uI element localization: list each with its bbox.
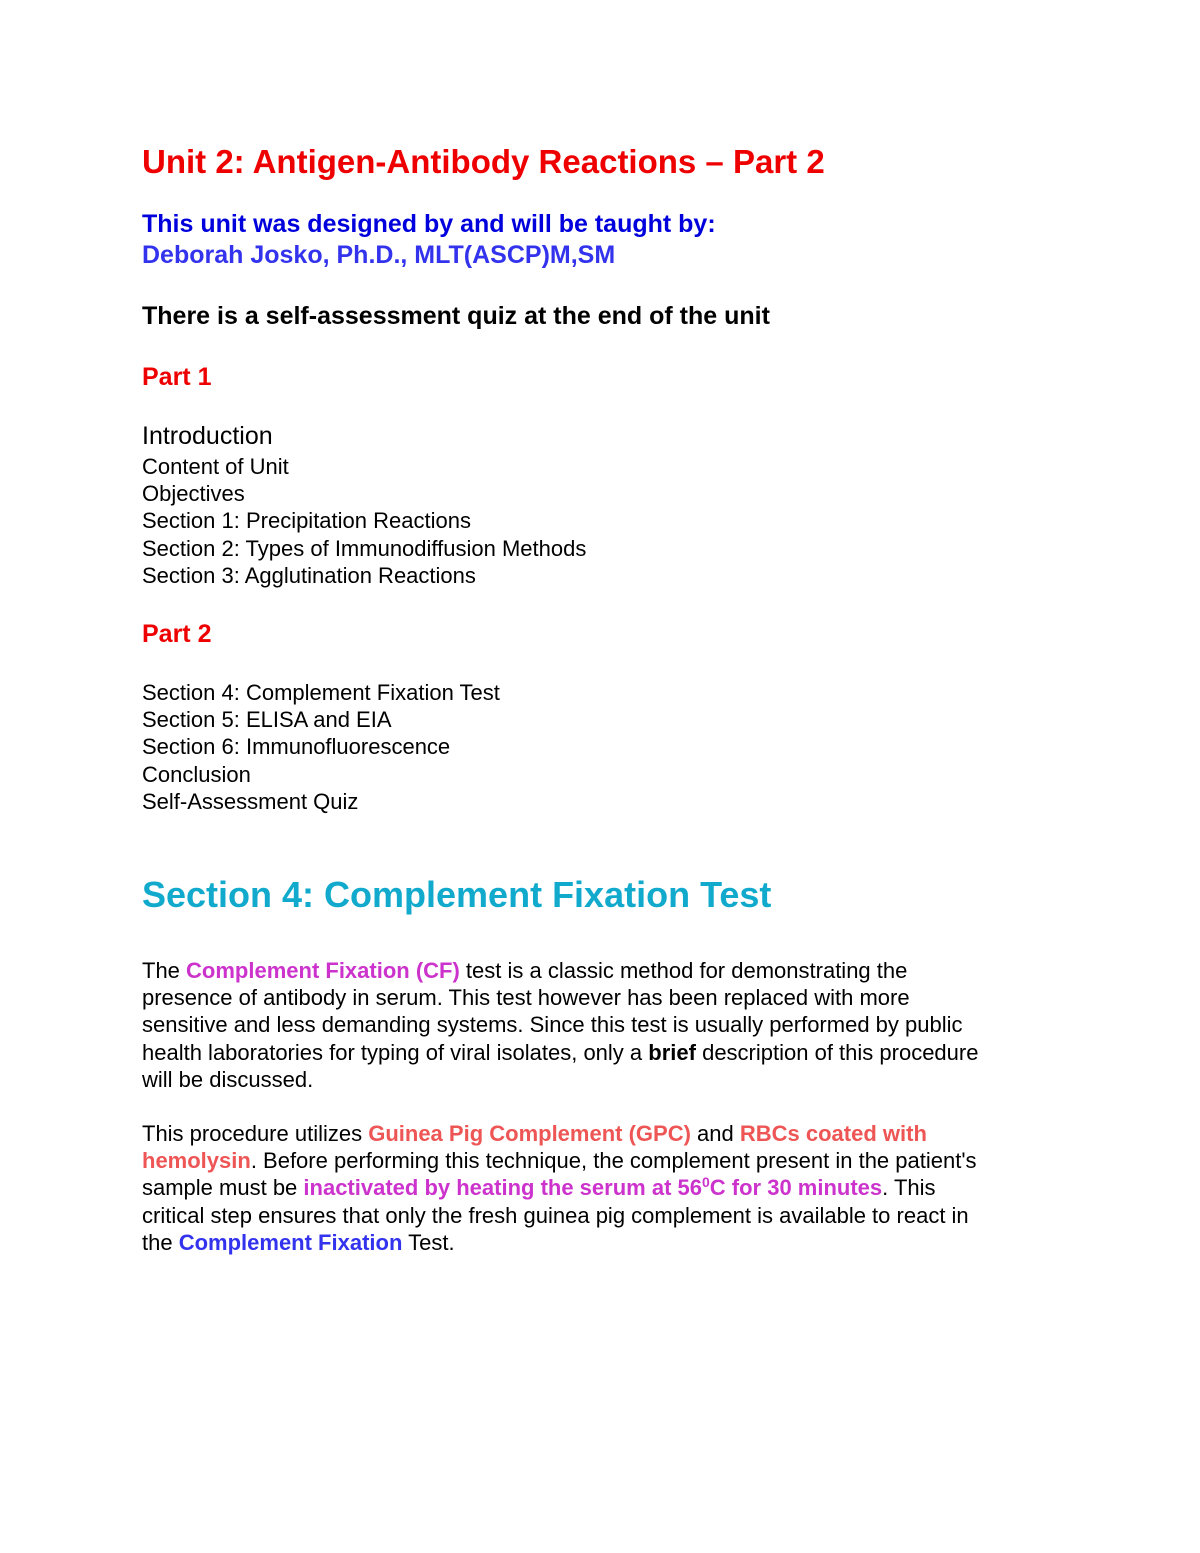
toc-item: Content of Unit	[142, 454, 289, 479]
text-line: will be discussed.	[142, 1066, 314, 1092]
highlight-cf: Complement Fixation (CF)	[186, 958, 460, 983]
text-run: inactivated by heating the serum at 56	[303, 1175, 702, 1201]
author-name: Deborah Josko, Ph.D., MLT(ASCP)M,SM	[142, 241, 616, 269]
text-run: Test.	[402, 1229, 455, 1255]
text-run: and	[690, 1121, 740, 1146]
toc-item: Conclusion	[142, 761, 251, 787]
toc-item: Objectives	[142, 481, 245, 507]
text-run: This procedure utilizes	[142, 1121, 369, 1146]
part-1-heading: Part 1	[142, 363, 212, 391]
highlight-rbcs: RBCs coated with	[739, 1121, 927, 1146]
text-line: critical step ensures that only the fresh guinea pig complement is available to react in	[142, 1202, 969, 1228]
text-line: sensitive and less demanding systems. Since this test is usually performed by public	[142, 1012, 963, 1038]
text-run: health laboratories for typing of viral isolates, only a	[142, 1039, 649, 1065]
part-2-contents	[142, 679, 500, 815]
text-run: sample must be	[142, 1175, 304, 1201]
text-run: the	[142, 1229, 179, 1255]
toc-item: Section 4: Complement Fixation Test	[142, 680, 500, 705]
text-run: . This	[882, 1175, 936, 1201]
toc-item: Section 1: Precipitation Reactions	[142, 508, 471, 534]
degree-superscript: 0	[701, 1174, 710, 1191]
text-run: The	[142, 958, 187, 983]
highlight-hemolysin: hemolysin	[142, 1148, 251, 1174]
quiz-note: There is a self-assessment quiz at the end of the unit	[142, 302, 770, 330]
highlight-inactivation	[303, 1175, 882, 1200]
introduction-heading: Introduction	[142, 422, 273, 450]
section-4-paragraph-1	[142, 957, 1062, 1093]
text-line: presence of antibody in serum. This test however has been replaced with more	[142, 985, 910, 1011]
toc-item: Section 3: Agglutination Reactions	[142, 562, 476, 588]
unit-title: Unit 2: Antigen-Antibody Reactions – Part 2	[142, 143, 825, 180]
emphasis-brief: brief	[648, 1039, 696, 1065]
text-run: description of this procedure	[695, 1039, 979, 1065]
highlight-gpc: Guinea Pig Complement (GPC)	[368, 1121, 691, 1146]
text-run: . Before performing this technique, the complement present in the patient's	[250, 1148, 977, 1174]
part-2-heading: Part 2	[142, 620, 212, 648]
section-4-paragraph-2	[142, 1120, 1062, 1256]
toc-item: Section 2: Types of Immunodiffusion Methods	[142, 535, 587, 561]
highlight-complement-fixation: Complement Fixation	[178, 1229, 403, 1255]
toc-item: Section 5: ELISA and EIA	[142, 707, 392, 733]
section-4-title: Section 4: Complement Fixation Test	[142, 874, 772, 915]
text-run: C for 30 minutes	[709, 1175, 883, 1201]
toc-item: Section 6: Immunofluorescence	[142, 734, 451, 760]
designer-line: This unit was designed by and will be taught by:	[142, 210, 716, 238]
text-run: test is a classic method for demonstrating the	[459, 958, 908, 983]
part-1-contents	[142, 453, 586, 589]
toc-item: Self-Assessment Quiz	[142, 788, 359, 814]
